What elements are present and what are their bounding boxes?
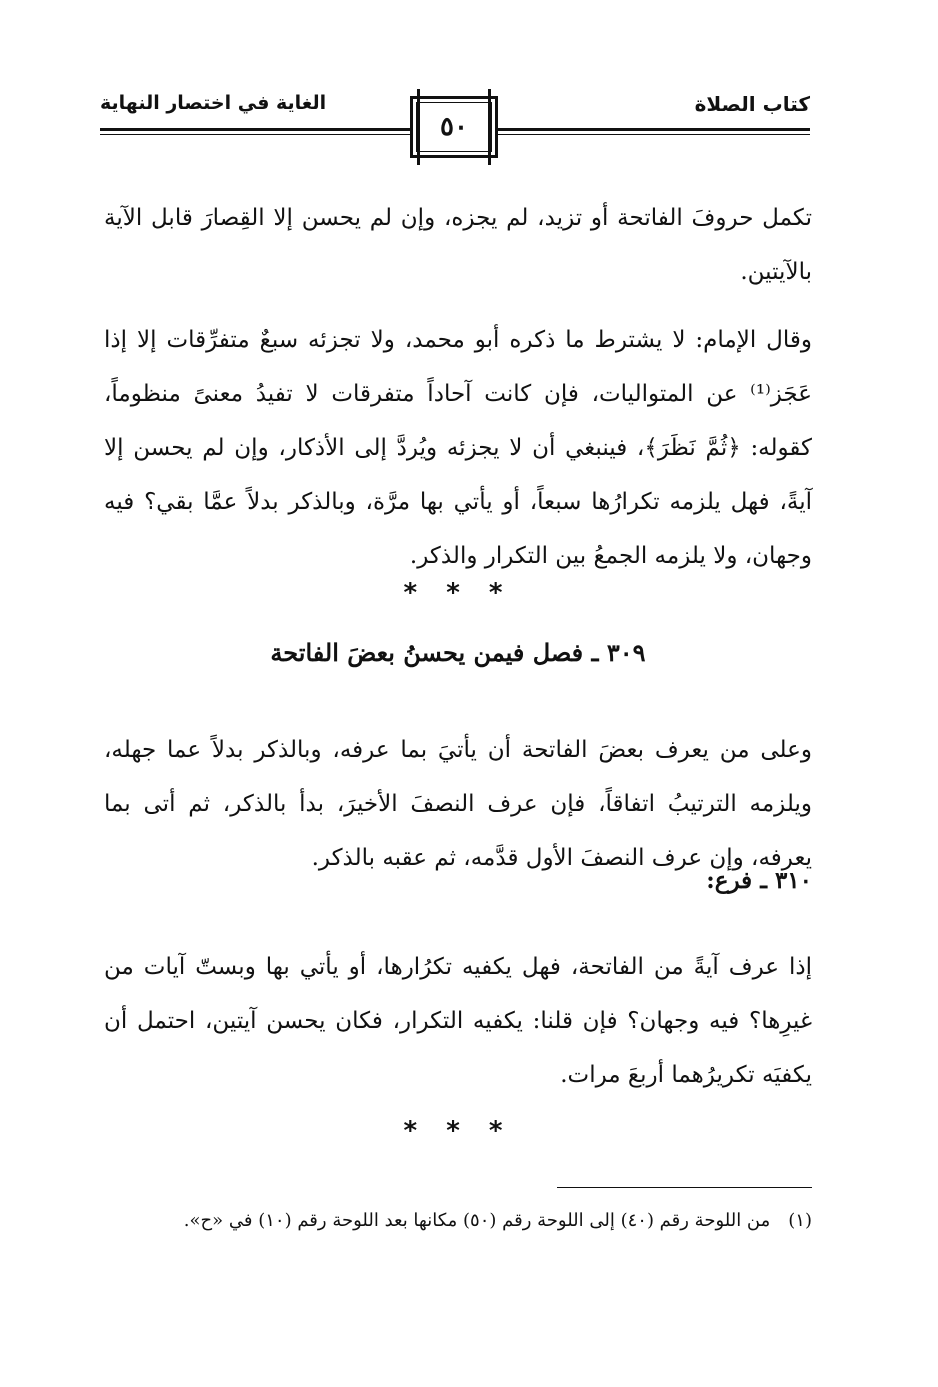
branch-heading-310: ٣١٠ ـ فرع: <box>706 867 812 894</box>
section-separator-end: * * * <box>403 1116 513 1146</box>
paragraph-4: إذا عرف آيةً من الفاتحة، فهل يكفيه تكرُارها، أو يأتي بها وبستّ آيات من غيرِها؟ فيه وجهان؟ فإن قلنا: يكفيه التكرار، فكان يحسن آيتين، احتمل أن يكفيَه تكريرُهما أربعَ مرات. <box>104 954 812 1088</box>
paragraph-2: وقال الإمام: لا يشترط ما ذكره أبو محمد، ولا تجزئه سبعٌ متفرِّقات إلا إذا عَجَز⁽¹⁾ عن المتواليات، فإن كانت آحاداً متفرقات لا تفيدُ معنىً منظوماً، كقوله: ﴿ثُمَّ نَظَرَ﴾، فينبغي أن لا يجزئه ويُردَّ إلى الأذكار، وإن لم يحسن إلا آيةً، فهل يلزمه تكرارُها سبعاً، أو يأتي بها مرَّة، وبالذكر بدلاً عمَّا بقي؟ فيه وجهان، ولا يلزمه الجمعُ بين التكرار والذكر. <box>104 327 812 569</box>
footnote-marker: (١) <box>788 1210 812 1231</box>
section-separator: * * * <box>403 578 513 608</box>
chapter-title: كتاب الصلاة <box>694 92 810 116</box>
page-number: ٥٠ <box>440 112 468 142</box>
footnote-text: من اللوحة رقم (٤٠) إلى اللوحة رقم (٥٠) مكانها بعد اللوحة رقم (١٠) في «ح». <box>183 1210 771 1231</box>
book-title: الغاية في اختصار النهاية <box>100 92 327 114</box>
paragraph-3: وعلى من يعرف بعضَ الفاتحة أن يأتيَ بما عرفه، وبالذكر بدلاً عما جهله، ويلزمه الترتيبُ اتفاقاً، فإن عرف النصفَ الأخيرَ، بدأ بالذكر، ثم أتى بما يعرفه، وإن عرف النصفَ الأول قدَّمه، ثم عقبه بالذكر. <box>104 737 812 871</box>
section-heading-309: ٣٠٩ ـ فصل فيمن يحسنُ بعضَ الفاتحة <box>270 638 646 667</box>
footnote <box>104 1201 812 1241</box>
footnote-rule <box>557 1187 812 1188</box>
page-number-frame <box>410 96 498 158</box>
running-header <box>100 92 810 162</box>
paragraph-1: تكمل حروفَ الفاتحة أو تزيد، لم يجزه، وإن لم يحسن إلا القِصارَ قابل الآية بالآيتين. <box>104 205 812 285</box>
